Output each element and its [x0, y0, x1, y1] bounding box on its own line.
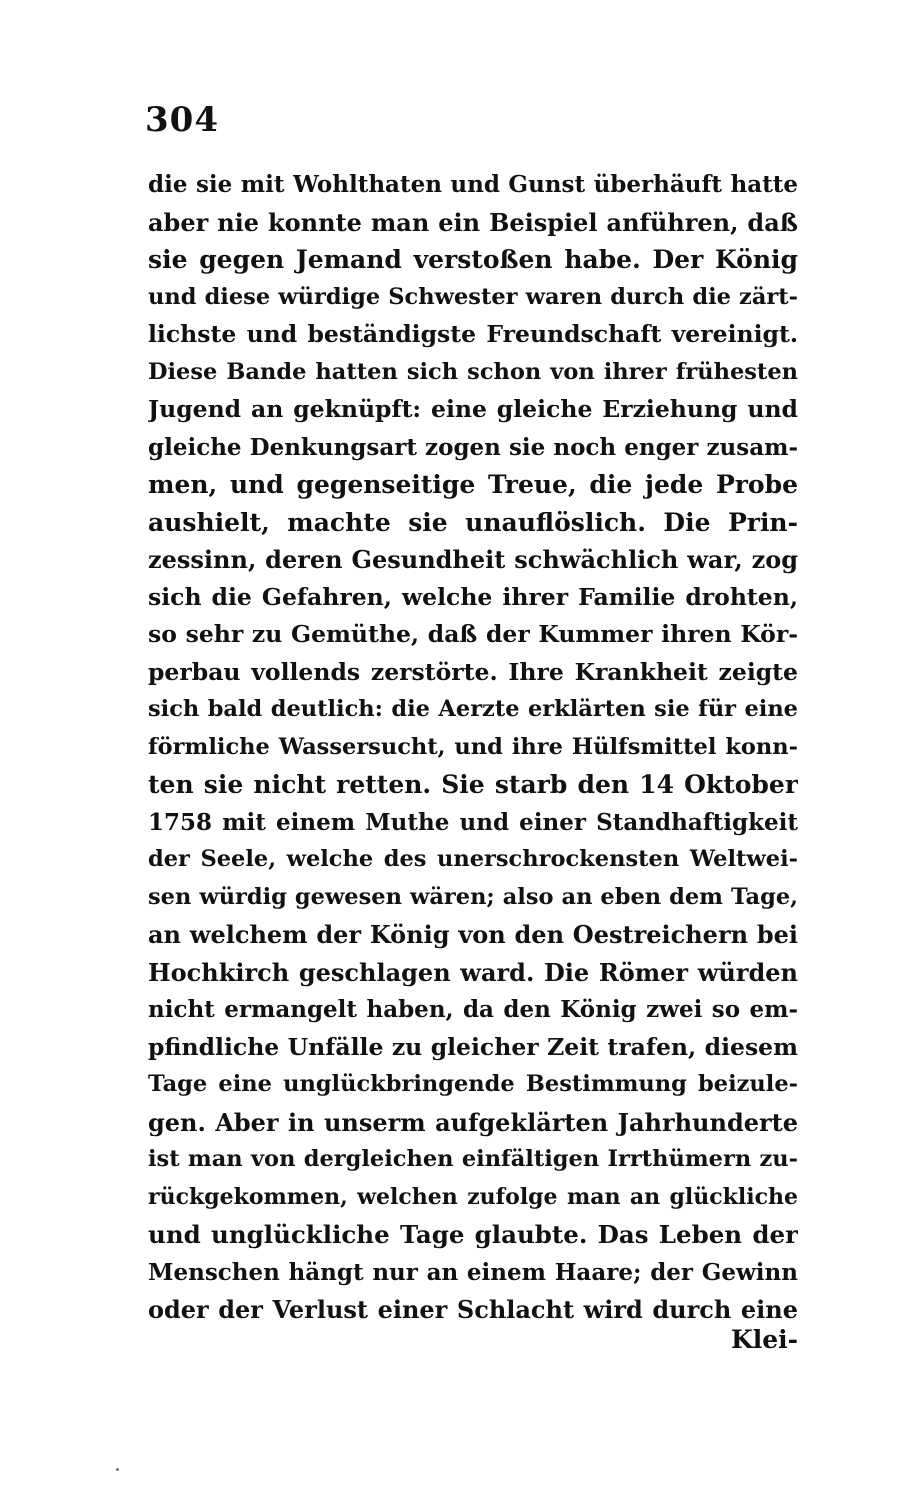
- text-line: ist man von dergleichen einfältigen Irrthümern zu-: [148, 1146, 798, 1172]
- text-line: Diese Bande hatten sich schon von ihrer frühesten: [148, 358, 798, 385]
- page-number: 304: [145, 100, 219, 140]
- text-line: aber nie konnte man ein Beispiel anführen, daß: [148, 207, 798, 237]
- text-line: aushielt, machte sie unauflöslich. Die Prin-: [148, 507, 798, 537]
- text-line: men, und gegenseitige Treue, die jede Probe: [148, 470, 798, 499]
- text-line: die sie mit Wohlthaten und Gunst überhäuft hatte: [148, 171, 798, 198]
- text-line: gen. Aber in unserm aufgeklärten Jahrhunderte: [148, 1107, 798, 1137]
- text-line: ten sie nicht retten. Sie starb den 14 Oktober: [148, 770, 798, 799]
- text-line: Hochkirch geschlagen ward. Die Römer würden: [148, 957, 798, 987]
- text-line: Jugend an geknüpft: eine gleiche Erziehung und: [148, 395, 798, 423]
- text-line: so sehr zu Gemüthe, daß der Kummer ihren Kör-: [148, 620, 798, 648]
- text-line: an welchem der König von den Oestreichern bei: [148, 920, 798, 949]
- catchword: Klei-: [730, 1325, 798, 1354]
- text-line: lichste und beständigste Freundschaft vereinigt.: [148, 320, 798, 348]
- text-line: und unglückliche Tage glaubte. Das Leben der: [148, 1220, 798, 1249]
- text-line: 1758 mit einem Muthe und einer Standhaftigkeit: [148, 808, 798, 836]
- text-line: Menschen hängt nur an einem Haare; der Gewinn: [148, 1258, 798, 1286]
- text-line: perbau vollends zerstörte. Ihre Krankheit zeigte: [148, 657, 798, 686]
- text-line: sen würdig gewesen wären; also an eben dem Tage,: [148, 883, 798, 910]
- text-line: sich bald deutlich: die Aerzte erklärten sie für eine: [148, 696, 798, 722]
- text-line: zessinn, deren Gesundheit schwächlich war, zog: [148, 545, 798, 574]
- text-line: pfindliche Unfälle zu gleicher Zeit trafen, diesem: [148, 1032, 798, 1061]
- text-line: und diese würdige Schwester waren durch die zärt-: [148, 283, 798, 310]
- text-line: Tage eine unglückbringende Bestimmung beizule-: [148, 1071, 798, 1097]
- text-line: sie gegen Jemand verstoßen habe. Der König: [148, 245, 798, 274]
- text-line: oder der Verlust einer Schlacht wird durch eine: [148, 1295, 798, 1324]
- text-line: nicht ermangelt haben, da den König zwei so em-: [148, 996, 798, 1023]
- text-line: sich die Gefahren, welche ihrer Familie drohten,: [148, 582, 798, 611]
- text-line: rückgekommen, welchen zufolge man an glückliche: [148, 1183, 798, 1210]
- text-line: förmliche Wassersucht, und ihre Hülfsmittel konn-: [148, 733, 798, 760]
- text-line: der Seele, welche des unerschrockensten Weltwei-: [148, 846, 798, 872]
- paper-speck: [116, 1468, 119, 1471]
- body-text: [148, 166, 798, 1329]
- text-line: gleiche Denkungsart zogen sie noch enger zusam-: [148, 433, 798, 461]
